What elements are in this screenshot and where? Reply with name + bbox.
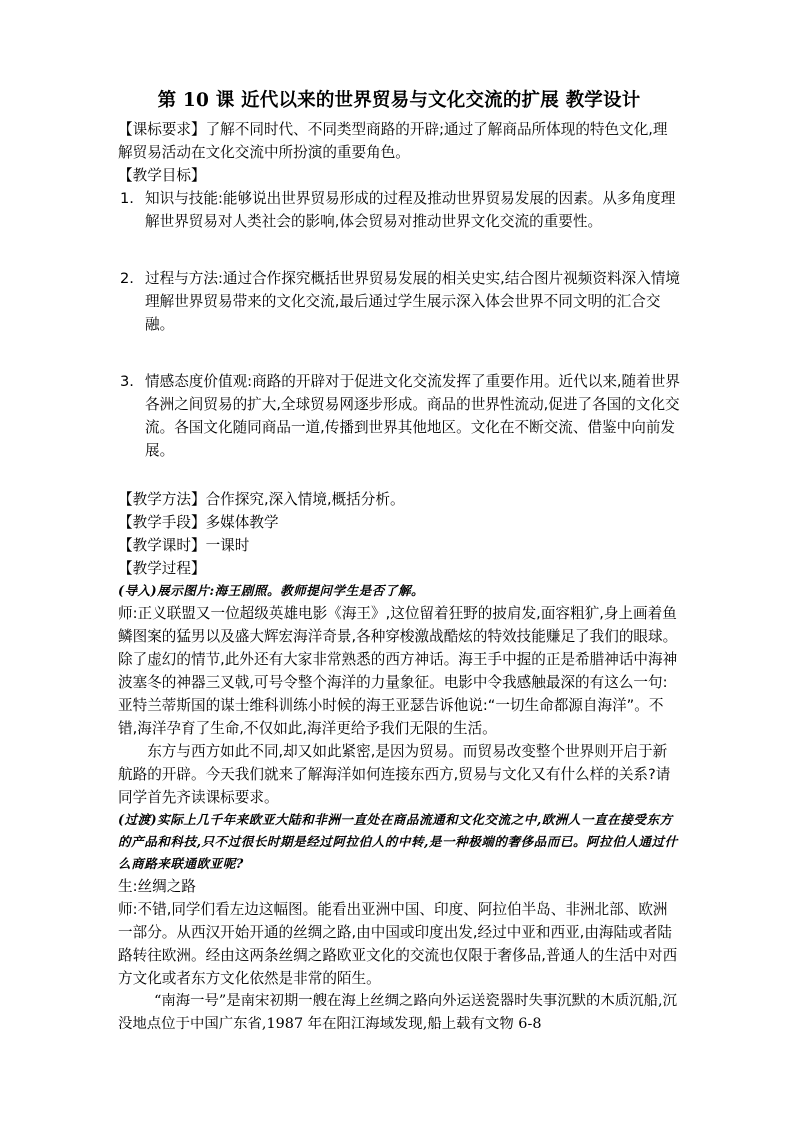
teacher-paragraph-1: 师:正义联盟又一位超级英雄电影《海王》,这位留着狂野的披肩发,面容粗犷,身上画着鱼鳞图案的猛男以及盛大辉宏海洋奇景,各种穿梭激战酷炫的特效技能赚足了我们的眼球。除了虚幻的情节,此外还有大家非常熟悉的西方神话。海王手中握的正是希腊神话中海神波塞冬的神器三叉戟,可号令整个海洋的力量象征。电影中令我感触最深的有这么一句:亚特兰蒂斯国的谋士维科训练小时候的海王亚瑟告诉他说:“一切生命都源自海洋”。不错,海洋孕育了生命,不仅如此,海洋更给予我们无限的生活。 <box>118 605 678 737</box>
spacer <box>118 233 680 267</box>
objectives-heading: 【教学目标】 <box>118 167 206 184</box>
objective-item <box>118 370 680 462</box>
spacer <box>118 336 680 370</box>
nanhai-paragraph: “南海一号”是南宋初期一艘在海上丝绸之路向外运送瓷器时失事沉默的木质沉船,沉没地点位于中国广东省,1987 年在阳江海域发现,船上载有文物 6-8 <box>118 993 677 1032</box>
objective-number: 2. <box>120 270 134 287</box>
process-heading: 【教学过程】 <box>118 560 206 577</box>
curriculum-requirement: 【课标要求】了解不同时代、不同类型商路的开辟;通过了解商品所体现的特色文化,理解贸易活动在文化交流中所扮演的重要角色。 <box>118 121 668 161</box>
objective-text: 情感态度价值观:商路的开辟对于促进文化交流发挥了重要作用。近代以来,随着世界各洲之间贸易的扩大,全球贸易网逐步形成。商品的世界性流动,促进了各国的文化交流。各国文化随同商品一道,传播到世界其他地区。文化在不断交流、借鉴中向前发展。 <box>145 373 680 459</box>
student-answer: 生:丝绸之路 <box>118 878 196 895</box>
teaching-hours: 【教学课时】一课时 <box>118 537 250 554</box>
objective-item <box>118 187 680 233</box>
objective-text: 过程与方法:通过合作探究概括世界贸易发展的相关史实,结合图片视频资料深入情境理解世界贸易带来的文化交流,最后通过学生展示深入体会世界不同文明的汇合交融。 <box>145 270 680 333</box>
document-title: 第 10 课 近代以来的世界贸易与文化交流的扩展 教学设计 <box>157 90 641 111</box>
teacher-paragraph-2: 东方与西方如此不同,却又如此紧密,是因为贸易。而贸易改变整个世界则开启于新航路的开辟。今天我们就来了解海洋如何连接东西方,贸易与文化又有什么样的关系?请同学首先齐读课标要求。 <box>118 743 671 806</box>
document-page <box>118 88 680 1036</box>
spacer <box>118 462 680 488</box>
transition-note: (过渡)实际上几千年来欧亚大陆和非洲一直处在商品流通和文化交流之中,欧洲人一直在接受东方的产品和科技,只不过很长时期是经过阿拉伯人的中转,是一种极端的奢侈品而已。阿拉伯人通过什么商路来联通欧亚呢? <box>118 812 678 871</box>
teaching-method: 【教学方法】合作探究,深入情境,概括分析。 <box>118 491 405 508</box>
objective-item <box>118 267 680 336</box>
objective-number: 3. <box>120 373 134 390</box>
objectives-list <box>118 187 680 462</box>
teacher-paragraph-3: 师:不错,同学们看左边这幅图。能看出亚洲中国、印度、阿拉伯半岛、非洲北部、欧洲一部分。从西汉开始开通的丝绸之路,由中国或印度出发,经过中亚和西亚,由海陆或者陆路转往欧洲。经由这两条丝绸之路欧亚文化的交流也仅限于奢侈品,普通人的生活中对西方文化或者东方文化依然是非常的陌生。 <box>118 901 678 987</box>
intro-note: (导入)展示图片:海王剧照。教师提问学生是否了解。 <box>118 583 425 598</box>
objective-number: 1. <box>120 190 134 207</box>
objective-text: 知识与技能:能够说出世界贸易形成的过程及推动世界贸易发展的因素。从多角度理解世界贸易对人类社会的影响,体会贸易对推动世界文化交流的重要性。 <box>145 190 676 230</box>
teaching-means: 【教学手段】多媒体教学 <box>118 514 279 531</box>
